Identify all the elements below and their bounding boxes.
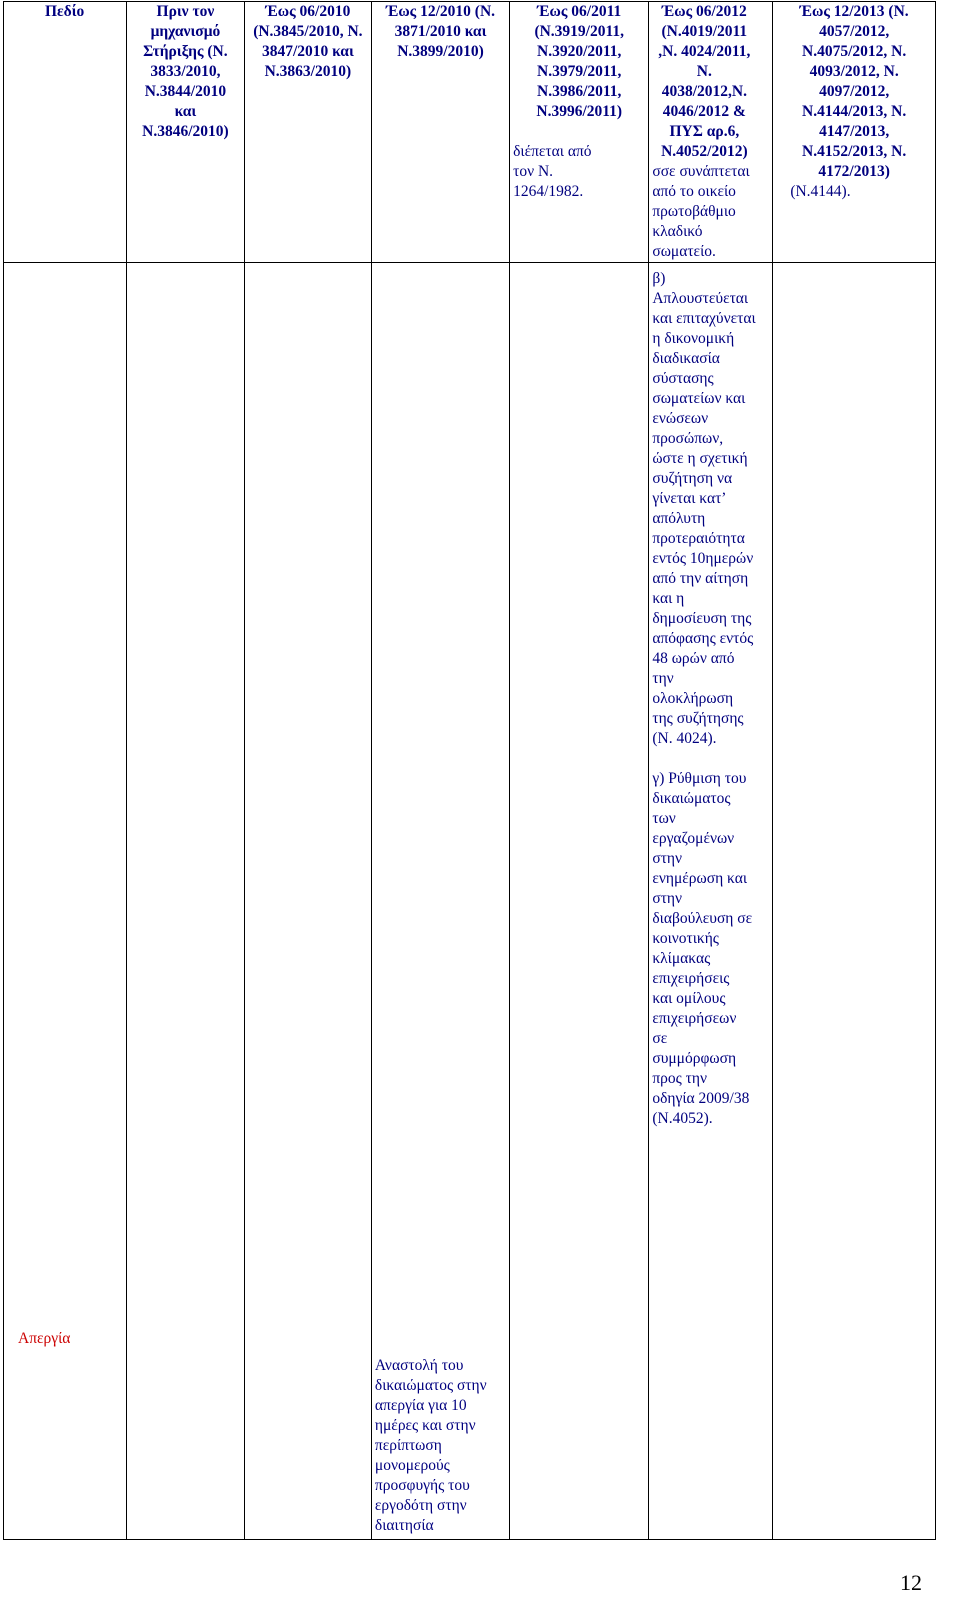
until-12-2010-cell	[371, 263, 509, 1540]
header-until-06-2012	[649, 2, 773, 263]
row1-col4-text: διέπεται από τον Ν. 1264/1982.	[513, 143, 592, 200]
row4-col3-text: Αναστολή του δικαιώματος στην απεργία για 10 ημέρες και στην περίπτωση μονομερούς προσφυγής του εργοδότη στην διαιτησία	[374, 1357, 487, 1534]
before-cell	[126, 263, 244, 1540]
reform-comparison-table	[3, 1, 936, 1540]
until-12-2013-cell	[773, 263, 936, 1540]
header-field	[4, 2, 127, 263]
field-strike-cell	[4, 263, 127, 1540]
until-06-2012-cell	[649, 263, 773, 1540]
row2-col5-text: β) Απλουστεύεται και επιταχύνεται η δικονομική διαδικασία σύστασης σωματείων και ενώσεων προσώπων, ώστε η σχετική συζήτηση να γίνεται κατ’ απόλυτη προτεραιότητα εντός 10ημερών από την αίτηση και η δημοσίευση της απόφασης εντός 48 ωρών από την ολοκλήρωση της συζήτησης (Ν. 4024).	[652, 270, 756, 747]
header-until-12-2010	[371, 2, 509, 263]
header-until-06-2010	[244, 2, 371, 263]
header-until-06-2011	[510, 2, 649, 263]
header-until-06-2011-text: Έως 06/2011 (Ν.3919/2011, Ν.3920/2011, Ν.3979/2011, Ν.3986/2011, Ν.3996/2011)	[534, 3, 624, 120]
row1-col5-text: σσε συνάπτεται από το οικείο πρωτοβάθμιο κλαδικό σωματείο.	[652, 163, 750, 260]
header-until-06-2012-text: Έως 06/2012 (Ν.4019/2011 ,Ν. 4024/2011, Ν. 4038/2012,Ν. 4046/2012 & ΠΥΣ αρ.6, Ν.4052/2012)	[658, 3, 751, 160]
header-until-12-2010-text: Έως 12/2010 (Ν. 3871/2010 και Ν.3899/2010)	[385, 3, 496, 60]
until-06-2010-cell	[244, 263, 371, 1540]
row1-col6-text: (Ν.4144).	[790, 183, 851, 200]
row3-col5-text: γ) Ρύθμιση του δικαιώματος των εργαζομένων στην ενημέρωση και στην διαβούλευση σε κοινοτικής κλίμακας επιχειρήσεις και ομίλους επιχειρήσεων σε συμμόρφωση προς την οδηγία 2009/38 (Ν.4052).	[652, 770, 753, 1127]
header-before	[126, 2, 244, 263]
until-06-2011-cell	[510, 263, 649, 1540]
header-row	[4, 2, 936, 263]
header-until-06-2010-text: Έως 06/2010 (Ν.3845/2010, Ν. 3847/2010 και Ν.3863/2010)	[253, 3, 363, 80]
header-field-text: Πεδίο	[45, 3, 85, 20]
row4-field-text: Απεργία	[18, 1330, 71, 1347]
header-until-12-2013	[773, 2, 936, 263]
page-number: 12	[900, 1570, 922, 1595]
header-until-12-2013-text: Έως 12/2013 (Ν. 4057/2012, Ν.4075/2012, Ν. 4093/2012, Ν. 4097/2012, Ν.4144/2013, Ν. 4147/2013, Ν.4152/2013, Ν. 4172/2013)	[799, 3, 909, 180]
row-simplification	[4, 263, 936, 1540]
header-before-text: Πριν τον μηχανισμό Στήριξης (Ν. 3833/2010, Ν.3844/2010 και Ν.3846/2010)	[142, 3, 229, 140]
